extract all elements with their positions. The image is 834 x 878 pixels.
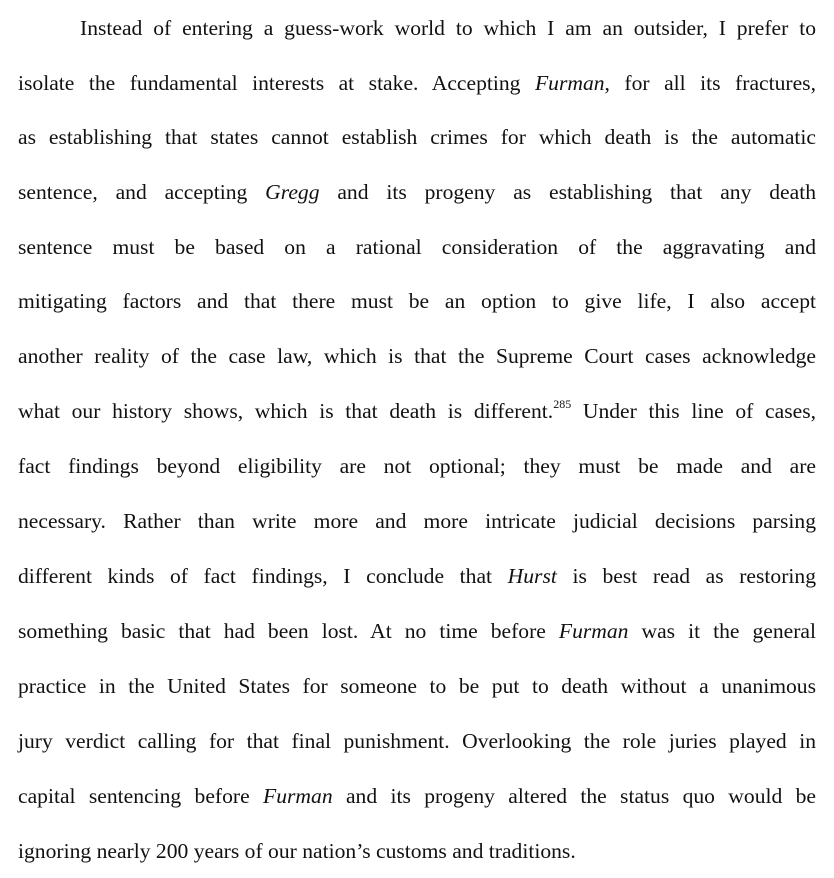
line-text: capital sentencing before [18,784,264,808]
paragraph-line-6 [18,286,816,316]
line-text: jury verdict calling for that final punishment. Overlooking the role juries played in [18,729,816,753]
line-text: as establishing that states cannot establish crimes for which death is the automatic [18,125,816,149]
paragraph-line-2 [18,68,816,98]
case-name-furman: Furman [558,619,629,643]
paragraph-line-7 [18,341,816,371]
line-text: , for all its fractures, [604,71,816,95]
line-text: and its progeny as establishing that any death [319,180,816,204]
line-text: Under this line of cases, [571,399,816,423]
line-text: what our history shows, which is that death is different. [18,399,554,423]
line-text: isolate the fundamental interests at stake. Accepting [18,71,535,95]
line-text: practice in the United States for someone to be put to death without a unanimous [18,674,816,698]
line-text: mitigating factors and that there must be an option to give life, I also accept [18,289,816,313]
line-text: fact findings beyond eligibility are not optional; they must be made and are [18,454,816,478]
footnote-reference[interactable]: 285 [553,396,572,411]
line-text: sentence, and accepting [18,180,266,204]
line-text: sentence must be based on a rational consideration of the aggravating and [18,235,816,259]
line-text: different kinds of fact findings, I conclude that [18,564,508,588]
paragraph-line-9 [18,451,816,481]
case-name-hurst: Hurst [507,564,557,588]
line-text: Instead of entering a guess-work world to which I am an outsider, I prefer to [80,16,816,40]
paragraph-line-4 [18,177,816,207]
paragraph-line-3 [18,122,816,152]
line-text: and its progeny altered the status quo would be [332,784,816,808]
line-text: is best read as restoring [556,564,816,588]
paragraph-line-13 [18,671,816,701]
paragraph-line-5 [18,232,816,262]
line-text: ignoring nearly 200 years of our nation’s customs and traditions. [18,839,576,863]
document-page [18,0,816,878]
paragraph-line-10 [18,506,816,536]
line-text: necessary. Rather than write more and more intricate judicial decisions parsing [18,509,816,533]
paragraph-line-12 [18,616,816,646]
paragraph-line-11 [18,561,816,591]
line-text: another reality of the case law, which is that the Supreme Court cases acknowledge [18,344,816,368]
case-name-gregg: Gregg [265,180,320,204]
paragraph-line-8 [18,396,816,426]
line-text: something basic that had been lost. At no time before [18,619,559,643]
paragraph-line-16 [18,836,816,866]
paragraph-line-1 [80,13,816,43]
paragraph-line-14 [18,726,816,756]
case-name-furman: Furman [263,784,333,808]
case-name-furman: Furman [534,71,605,95]
line-text: was it the general [628,619,817,643]
paragraph-line-15 [18,781,816,811]
